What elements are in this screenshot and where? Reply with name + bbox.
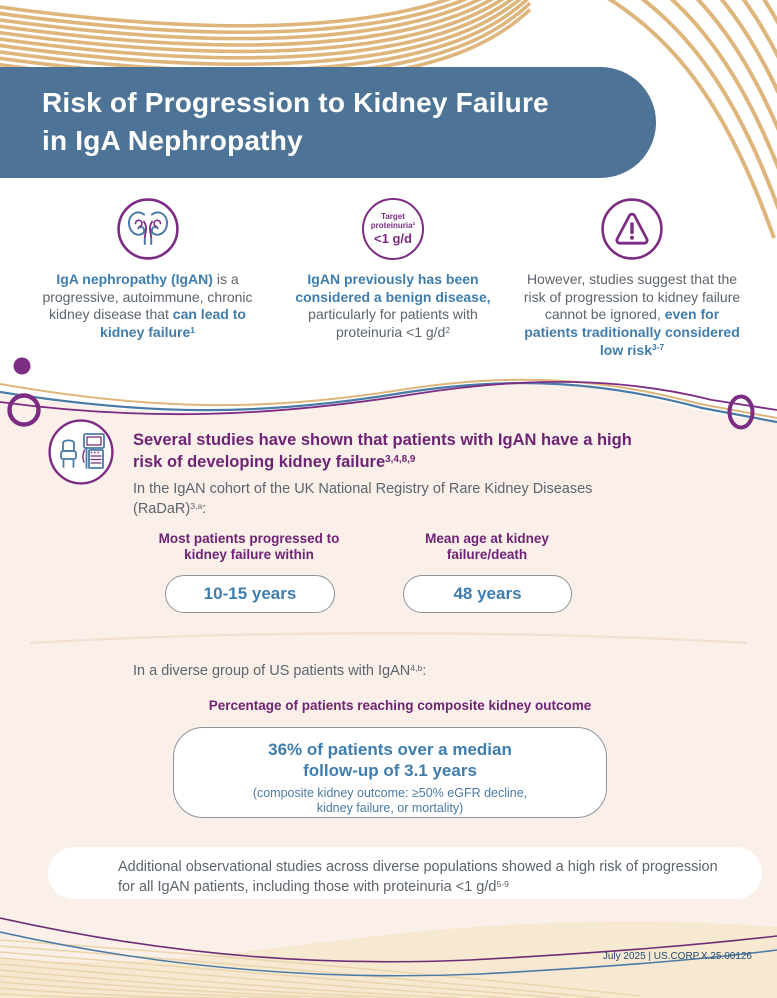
decorative-dot — [14, 358, 31, 375]
wave-divider-lines — [0, 356, 777, 440]
study-section-heading: Several studies have shown that patients with IgAN have a high risk of developing kidney failure$^{3,4,8,9}$ — [133, 431, 637, 471]
page-title-line2: in IgA Nephropathy — [42, 124, 303, 156]
intro-column-igan — [35, 198, 260, 342]
stat-label-mean-age: Mean age at kidney failure/death — [425, 531, 549, 563]
stat-pill-mean-age: 48 years — [403, 575, 572, 613]
subsection-separator-wave — [0, 628, 777, 648]
stat-label-progression: Most patients progressed to kidney failure within — [158, 531, 340, 563]
target-proteinuria-icon — [362, 198, 424, 260]
outcome-stat-line1: 36% of patients over a median — [268, 740, 512, 759]
intro-text-igan: IgA nephropathy (IgAN) is a progressive, autoimmune, chronic kidney disease that can lead to kidney failure$^1$ — [42, 271, 257, 340]
outcome-note-line2: kidney failure, or mortality) — [316, 801, 464, 816]
intro-column-benign — [287, 198, 499, 342]
kidneys-icon — [117, 198, 179, 260]
stat-pill-years-range: 10-15 years — [165, 575, 335, 613]
header-banner — [0, 67, 656, 178]
bottom-wave-decoration — [0, 888, 777, 998]
radar-cohort-text: In the IgAN cohort of the UK National Registry of Rare Kidney Diseases (RaDaR)$^{3,a}$: — [133, 481, 597, 517]
target-proteinuria-value: <1 g/d — [374, 231, 412, 247]
intro-column-risk — [519, 198, 745, 359]
outcome-stat-box — [173, 727, 607, 818]
outcome-stat-line2: follow-up of 3.1 years — [303, 761, 477, 781]
intro-text-benign: IgAN previously has been considered a benign disease, particularly for patients with proteinuria <1 $g/d^2$ — [295, 271, 495, 340]
outcome-note-line1: (composite kidney outcome: ≥50% eGFR decline, — [252, 785, 528, 800]
page-title — [42, 84, 549, 159]
dialysis-machine-icon — [48, 419, 114, 485]
footer-job-code: July 2025 | US.CORP.X.25.00126 — [602, 951, 752, 962]
composite-outcome-label: Percentage of patients reaching composite kidney outcome — [208, 698, 592, 713]
additional-studies-text: Additional observational studies across diverse populations showed a high risk of progression for all IgAN patients, including those with proteinuria <1 $g/d^{5-9}$ — [118, 859, 722, 895]
warning-icon — [601, 198, 663, 260]
us-patients-text: In a diverse group of US patients with IgAN$^{4,b}$: — [133, 662, 427, 679]
page-title-line1: Risk of Progression to Kidney Failure — [42, 87, 549, 118]
target-proteinuria-label: Target proteinuria$^2$ — [370, 211, 416, 230]
intro-text-risk: However, studies suggest that the risk of progression to kidney failure cannot be ignored, even for patients traditionally considered low risk$^{3-7}$ — [523, 271, 745, 358]
